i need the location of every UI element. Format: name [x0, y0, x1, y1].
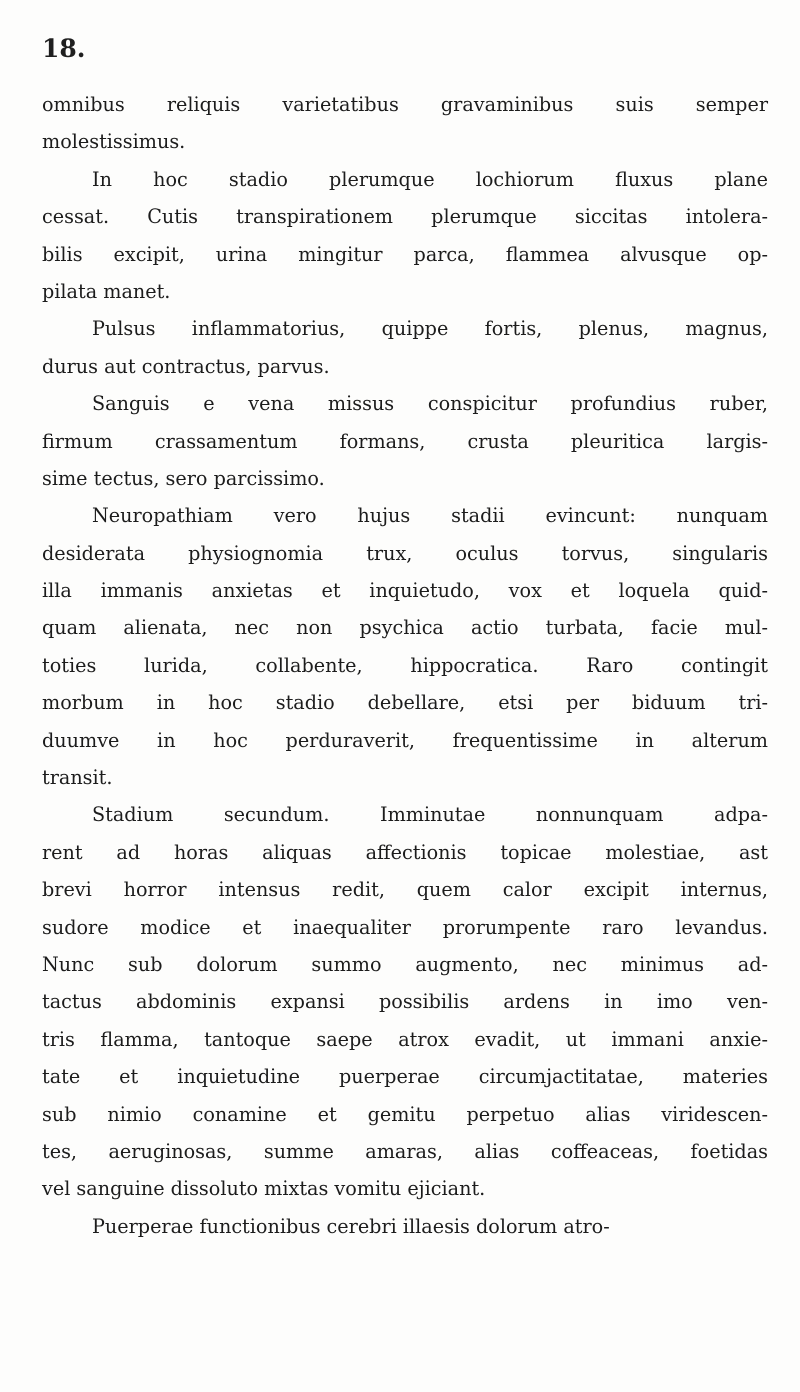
text-line: Pulsus inflammatorius, quippe fortis, plenus, magnus,	[92, 317, 768, 341]
text-line: Stadium secundum. Imminutae nonnunquam adpa-	[92, 803, 768, 827]
text-line: brevi horror intensus redit, quem calor excipit internus,	[42, 878, 768, 902]
text-line: transit.	[42, 766, 113, 790]
text-line: toties lurida, collabente, hippocratica. Raro contingit	[42, 653, 768, 677]
text-line: Puerperae functionibus cerebri illaesis dolorum atro-	[92, 1214, 610, 1238]
text-line: omnibus reliquis varietatibus gravaminibus suis semper	[42, 93, 768, 116]
text-line: tactus abdominis expansi possibilis ardens in imo ven-	[42, 990, 768, 1014]
text-line: sime tectus, sero parcissimo.	[42, 466, 325, 490]
body-text	[42, 86, 768, 1245]
text-line: firmum crassamentum formans, crusta pleuritica largis-	[42, 429, 768, 453]
text-line: illa immanis anxietas et inquietudo, vox et loquela quid-	[42, 579, 768, 603]
text-line: morbum in hoc stadio debellare, etsi per biduum tri-	[42, 691, 768, 715]
text-line: sudore modice et inaequaliter prorumpente raro levandus.	[42, 915, 768, 939]
text-line: pilata manet.	[42, 279, 171, 303]
text-line: tris flamma, tantoque saepe atrox evadit, ut immani anxie-	[42, 1027, 768, 1051]
text-line: sub nimio conamine et gemitu perpetuo alias viridescen-	[42, 1102, 768, 1126]
text-line: durus aut contractus, parvus.	[42, 354, 330, 378]
paragraph-7	[42, 1208, 768, 1245]
text-line: tes, aeruginosas, summe amaras, alias coffeaceas, foetidas	[42, 1139, 768, 1163]
paragraph-6	[42, 796, 768, 1207]
paragraph-5	[42, 497, 768, 796]
text-line: Nunc sub dolorum summo augmento, nec minimus ad-	[42, 952, 768, 976]
text-line: bilis excipit, urina mingitur parca, flammea alvusque op-	[42, 242, 768, 266]
paragraph-4	[42, 385, 768, 497]
page-number: 18.	[42, 34, 86, 63]
paragraph-3	[42, 310, 768, 385]
text-line: vel sanguine dissoluto mixtas vomitu ejiciant.	[42, 1177, 486, 1201]
text-line: In hoc stadio plerumque lochiorum fluxus plane	[92, 167, 768, 191]
text-line: cessat. Cutis transpirationem plerumque siccitas intolera-	[42, 205, 768, 229]
text-line: duumve in hoc perduraverit, frequentissime in alterum	[42, 728, 768, 752]
text-line: tate et inquietudine puerperae circumjactitatae, materies	[42, 1065, 768, 1089]
paragraph-1	[42, 86, 768, 161]
text-line: quam alienata, nec non psychica actio turbata, facie mul-	[42, 616, 768, 640]
text-line: Neuropathiam vero hujus stadii evincunt: nunquam	[92, 504, 768, 528]
text-line: Sanguis e vena missus conspicitur profundius ruber,	[92, 392, 768, 416]
text-line: rent ad horas aliquas affectionis topicae molestiae, ast	[42, 840, 768, 864]
paragraph-2	[42, 161, 768, 311]
text-line: desiderata physiognomia trux, oculus torvus, singularis	[42, 541, 768, 565]
text-line: molestissimus.	[42, 130, 186, 154]
